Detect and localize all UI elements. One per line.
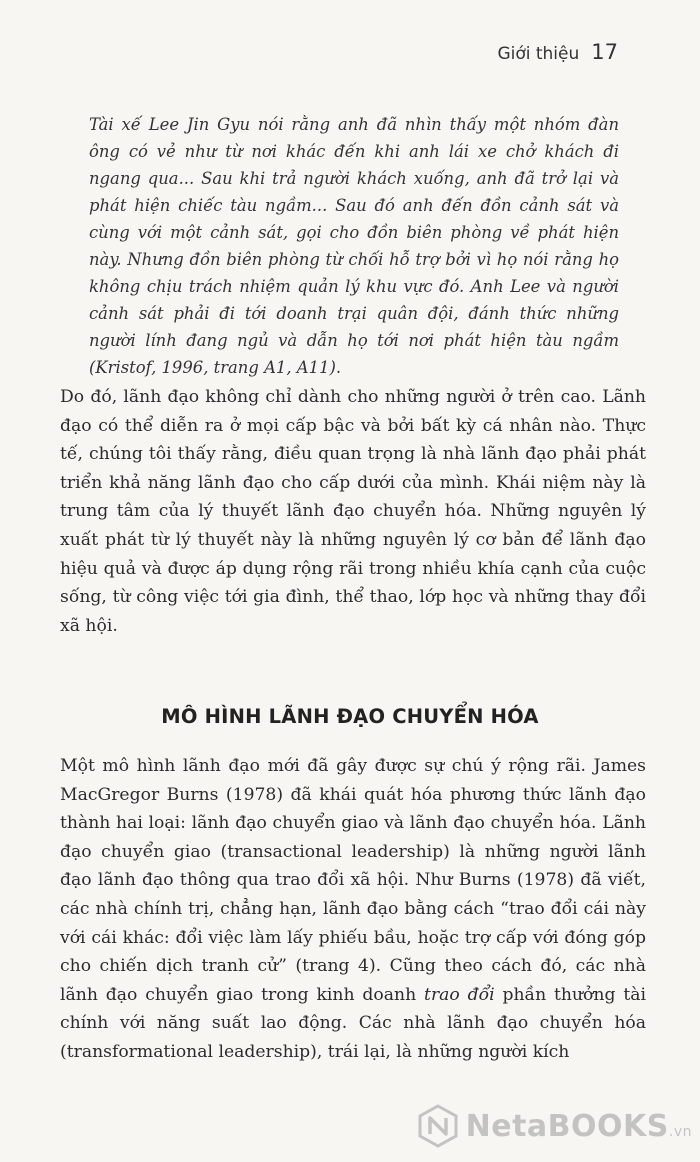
block-quote-text <box>89 111 619 381</box>
block-quote-end: . <box>335 358 342 377</box>
paragraph-leadership-levels <box>60 383 646 640</box>
watermark-brand <box>466 1109 692 1144</box>
section-heading: MÔ HÌNH LÃNH ĐẠO CHUYỂN HÓA <box>161 705 539 728</box>
watermark-brand-tld: .vn <box>668 1123 692 1140</box>
page-number: 17 <box>591 40 618 64</box>
paragraph-transformational-model <box>60 752 646 1067</box>
netabooks-logo-icon <box>416 1104 460 1148</box>
running-header <box>497 40 618 64</box>
publisher-watermark <box>416 1104 692 1148</box>
running-header-section-title: Giới thiệu <box>497 44 580 64</box>
block-quote-citation: (Kristof, 1996, trang A1, A11) <box>89 358 336 377</box>
paragraph-text: Do đó, lãnh đạo không chỉ dành cho những người ở trên cao. Lãnh đạo có thể diễn ra ở mọi cấp bậc và bởi bất kỳ cá nhân nào. Thực tế, chúng tôi thấy rằng, điều quan trọng là nhà lãnh đạo phải phát triển khả năng lãnh đạo cho cấp dưới của mình. Khái niệm này là trung tâm của lý thuyết lãnh đạo chuyển hóa. Những nguyên lý xuất phát từ lý thuyết này là những nguyên lý cơ bản để lãnh đạo hiệu quả và được áp dụng rộng rãi trong nhiều khía cạnh của cuộc sống, từ công việc tới gia đình, thể thao, lớp học và những thay đổi xã hội. <box>60 387 646 636</box>
paragraph-text-part1: Một mô hình lãnh đạo mới đã gây được sự chú ý rộng rãi. James MacGregor Burns (1978) đã khái quát hóa phương thức lãnh đạo thành hai loại: lãnh đạo chuyển giao và lãnh đạo chuyển hóa. Lãnh đạo chuyển giao (transactional leadership) là những người lãnh đạo lãnh đạo thông qua trao đổi xã hội. Như Burns (1978) đã viết, các nhà chính trị, chẳng hạn, lãnh đạo bằng cách “trao đổi cái này với cái khác: đổi việc làm lấy phiếu bầu, hoặc trợ cấp với đóng góp cho chiến dịch tranh cử” (trang 4). Cũng theo cách đó, các nhà lãnh đạo chuyển giao trong kinh doanh <box>60 756 646 1005</box>
paragraph-text <box>60 752 646 1067</box>
block-quote-body: Tài xế Lee Jin Gyu nói rằng anh đã nhìn thấy một nhóm đàn ông có vẻ như từ nơi khác đến khi anh lái xe chở khách đi ngang qua... Sau khi trả người khách xuống, anh đã trở lại và phát hiện chiếc tàu ngầm... Sau đó anh đến đồn cảnh sát và cùng với một cảnh sát, gọi cho đồn biên phòng về phát hiện này. Nhưng đồn biên phòng từ chối hỗ trợ bởi vì họ nói rằng họ không chịu trách nhiệm quản lý khu vực đó. Anh Lee và người cảnh sát phải đi tới doanh trại quân đội, đánh thức những người lính đang ngủ và dẫn họ tới nơi phát hiện tàu ngầm <box>89 115 619 350</box>
block-quote <box>89 111 619 381</box>
paragraph-italic-term: trao đổi <box>424 984 495 1005</box>
watermark-brand-name: NetaBOOKS <box>465 1108 669 1144</box>
paragraph-text-part2: phần thưởng tài chính với năng suất lao động. Các nhà lãnh đạo chuyển hóa (transformational leadership), trái lại, là những người kích <box>60 984 646 1062</box>
